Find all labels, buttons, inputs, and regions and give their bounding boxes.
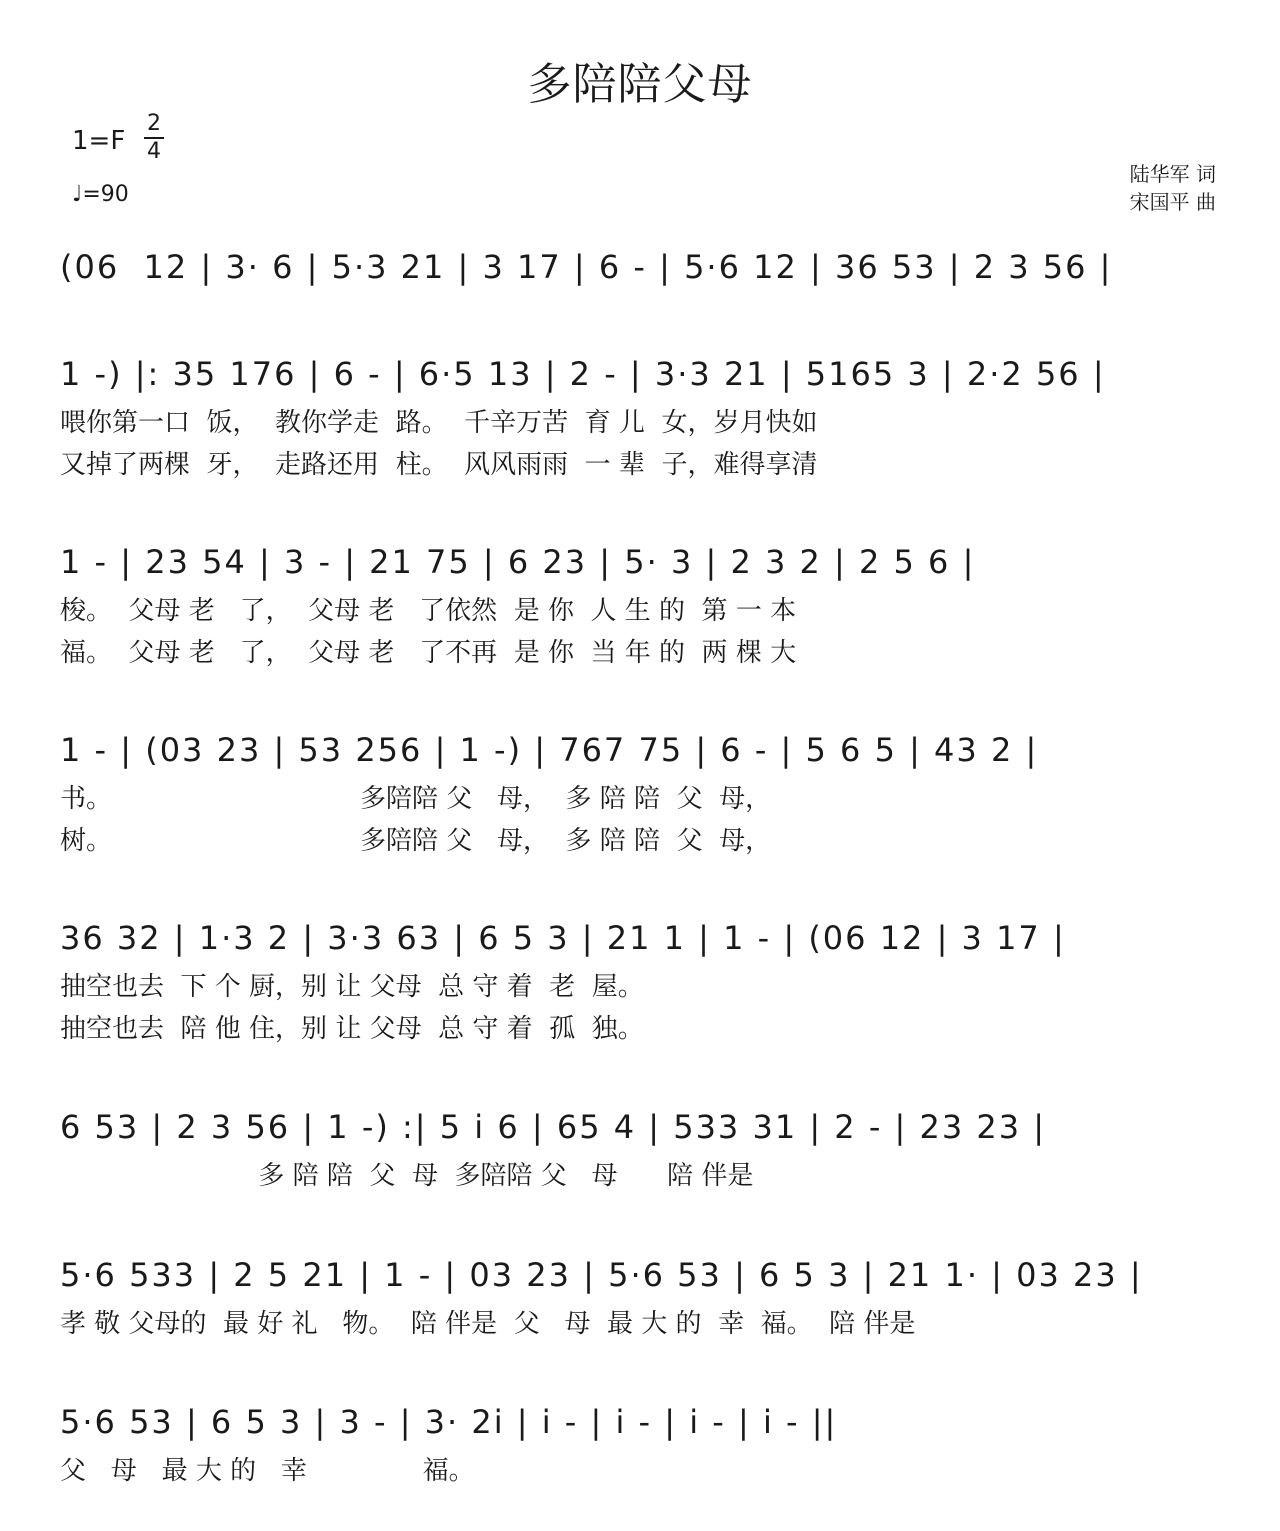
lyrics-verse-1: 喂你第一口 饭， 教你学走 路。 千辛万苦 育 儿 女，岁月快如 bbox=[60, 408, 818, 438]
lyrics-verse-2: 树。 多陪陪 父 母， 多 陪 陪 父 母， bbox=[60, 826, 772, 856]
score-system-7 bbox=[60, 1253, 1230, 1339]
page-title: 多陪陪父母 bbox=[527, 59, 753, 110]
score-system-8 bbox=[60, 1400, 1230, 1486]
lyrics-verse-2: 又掉了两棵 牙， 走路还用 柱。 风风雨雨 一 辈 子，难得享清 bbox=[60, 450, 818, 480]
notes-line: (06 12 | 3· 6 | 5·3 21 | 3 17 | 6 - | 5·6 12 | 36 53 | 2 3 56 | bbox=[60, 248, 1113, 286]
score-system-3 bbox=[60, 540, 1230, 668]
key-signature: 1=F bbox=[72, 126, 126, 156]
lyrics-verse-1: 书。 多陪陪 父 母， 多 陪 陪 父 母， bbox=[60, 784, 772, 814]
notes-line: 6 53 | 2 3 56 | 1 -) :| 5 i 6 | 65 4 | 533 31 | 2 - | 23 23 | bbox=[60, 1108, 1047, 1146]
time-signature bbox=[144, 112, 164, 164]
notes-line: 5·6 533 | 2 5 21 | 1 - | 03 23 | 5·6 53 | 6 5 3 | 21 1· | 03 23 | bbox=[60, 1256, 1143, 1294]
notes-line: 1 - | 23 54 | 3 - | 21 75 | 6 23 | 5· 3 | 2 3 2 | 2 5 6 | bbox=[60, 543, 976, 581]
time-signature-bottom: 4 bbox=[147, 139, 161, 164]
notes-line: 1 -) |: 35 176 | 6 - | 6·5 13 | 2 - | 3·3 21 | 5165 3 | 2·2 56 | bbox=[60, 355, 1106, 393]
lyrics-verse-2: 福。 父母 老 了， 父母 老 了不再 是 你 当 年 的 两 棵 大 bbox=[60, 638, 797, 668]
composer-credit: 宋国平 曲 bbox=[1129, 190, 1216, 214]
score-system-2 bbox=[60, 352, 1230, 480]
lyrics-verse-1: 梭。 父母 老 了， 父母 老 了依然 是 你 人 生 的 第 一 本 bbox=[60, 596, 797, 626]
notes-line: 36 32 | 1·3 2 | 3·3 63 | 6 5 3 | 21 1 | 1 - | (06 12 | 3 17 | bbox=[60, 919, 1066, 957]
time-signature-top: 2 bbox=[147, 111, 161, 136]
score-system-6 bbox=[60, 1105, 1230, 1191]
lyrics-line: 多 陪 陪 父 母 多陪陪 父 母 陪 伴是 bbox=[60, 1161, 754, 1191]
notes-line: 1 - | (03 23 | 53 256 | 1 -) | 767 75 | 6 - | 5 6 5 | 43 2 | bbox=[60, 731, 1039, 769]
score-system-1 bbox=[60, 245, 1230, 315]
lyrics-verse-1: 抽空也去 下 个 厨，别 让 父母 总 守 着 老 屋。 bbox=[60, 972, 644, 1002]
lyrics-line: 父 母 最 大 的 幸 福。 bbox=[60, 1456, 475, 1486]
lyrics-verse-2: 抽空也去 陪 他 住，别 让 父母 总 守 着 孤 独。 bbox=[60, 1014, 644, 1044]
lyrics-line: 孝 敬 父母的 最 好 礼 物。 陪 伴是 父 母 最 大 的 幸 福。 陪 伴是 bbox=[60, 1309, 916, 1339]
lyricist-credit: 陆华军 词 bbox=[1129, 162, 1216, 186]
score-system-5 bbox=[60, 916, 1230, 1044]
tempo-marking: ♩=90 bbox=[72, 182, 129, 207]
notes-line: 5·6 53 | 6 5 3 | 3 - | 3· 2i | i - | i - | i - | i - || bbox=[60, 1403, 838, 1441]
score-system-4 bbox=[60, 728, 1230, 856]
